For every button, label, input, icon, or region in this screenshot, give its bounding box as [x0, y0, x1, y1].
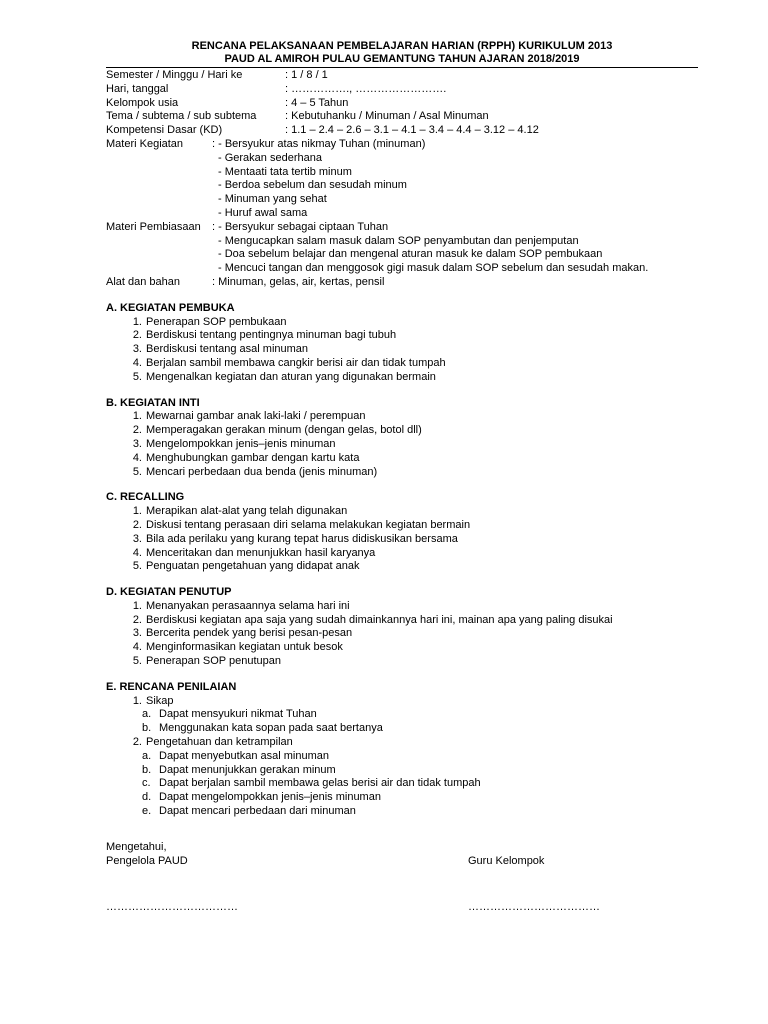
section-e-list: [106, 695, 698, 709]
section-e-sikap-list: [106, 708, 698, 736]
list-item: 1. Mewarnai gambar anak laki-laki / perempuan: [132, 410, 366, 423]
info-row: Kelompok usia : 4 – 5 Tahun: [106, 96, 349, 109]
section-d-title: D. KEGIATAN PENUTUP: [106, 586, 232, 599]
list-item: 1. Menanyakan perasaannya selama hari ini: [132, 599, 350, 612]
alat-bahan: Alat dan bahan : Minuman, gelas, air, kertas, pensil: [106, 275, 385, 288]
list-item: c. Dapat berjalan sambil membawa gelas berisi air dan tidak tumpah: [142, 777, 481, 790]
materi-pembiasaan: Materi Pembiasaan : - Bersyukur sebagai ciptaan Tuhan - Mengucapkan salam masuk dalam SOP penyambutan dan penjemputan - Doa sebelum belajar dan mengenal aturan masuk ke dalam SOP pembukaan - Mencuci tangan dan menggosok gigi masuk dalam SOP sebelum dan sesudah makan.: [106, 221, 698, 276]
list-item: b. Dapat menunjukkan gerakan minum: [142, 763, 336, 776]
list-item: 5. Mengenalkan kegiatan dan aturan yang digunakan bermain: [132, 370, 436, 383]
list-item: 2. Pengetahuan dan ketrampilan: [132, 736, 293, 749]
list-item: 2. Berdiskusi kegiatan apa saja yang sudah dimainkannya hari ini, mainan apa yang paling disukai: [132, 613, 613, 626]
list-item: 3. Bila ada perilaku yang kurang tepat harus didiskusikan bersama: [132, 532, 458, 545]
info-row: Kompetensi Dasar (KD) : 1.1 – 2.4 – 2.6 – 3.1 – 4.1 – 3.4 – 4.4 – 3.12 – 4.12: [106, 124, 539, 137]
section-c-list: [106, 505, 698, 574]
list-item: 5. Mencari perbedaan dua benda (jenis minuman): [132, 465, 378, 478]
signature-left: Mengetahui, Pengelola PAUD: [106, 840, 188, 867]
list-item: 1. Penerapan SOP pembukaan: [132, 315, 287, 328]
list-item: e. Dapat mencari perbedaan dari minuman: [142, 805, 356, 818]
list-item: - Gerakan sederhana: [218, 151, 322, 164]
list-item: 1. Merapikan alat-alat yang telah digunakan: [132, 505, 348, 518]
document-title-line2: PAUD AL AMIROH PULAU GEMANTUNG TAHUN AJARAN 2018/2019: [224, 53, 580, 65]
section-b-title: B. KEGIATAN INTI: [106, 396, 200, 409]
list-item: - Doa sebelum belajar dan mengenal aturan masuk ke dalam SOP pembukaan: [218, 248, 603, 261]
section-b-list: [106, 410, 698, 479]
document-title-line1: RENCANA PELAKSANAAN PEMBELAJARAN HARIAN (RPPH) KURIKULUM 2013: [191, 40, 613, 52]
list-item: 4. Menceritakan dan menunjukkan hasil karyanya: [132, 546, 376, 559]
list-item: 5. Penguatan pengetahuan yang didapat anak: [132, 560, 360, 573]
list-item: 2. Memperagakan gerakan minum (dengan gelas, botol dll): [132, 424, 422, 437]
section-a-title: A. KEGIATAN PEMBUKA: [106, 301, 235, 314]
list-item: b. Menggunakan kata sopan pada saat bertanya: [142, 722, 383, 735]
signature-right-label: Guru Kelompok: [468, 854, 545, 867]
list-item: - Mencuci tangan dan menggosok gigi masuk dalam SOP sebelum dan sesudah makan.: [218, 262, 649, 275]
list-item: - Huruf awal sama: [218, 206, 308, 219]
list-item: 3. Bercerita pendek yang berisi pesan-pesan: [132, 627, 353, 640]
list-item: 4. Menghubungkan gambar dengan kartu kata: [132, 451, 360, 464]
list-item: 2. Berdiskusi tentang pentingnya minuman bagi tubuh: [132, 329, 397, 342]
info-row: Tema / subtema / sub subtema : Kebutuhanku / Minuman / Asal Minuman: [106, 110, 489, 123]
signature-line-left: ………………………………: [106, 900, 238, 913]
list-item: 2. Diskusi tentang perasaan diri selama melakukan kegiatan bermain: [132, 518, 471, 531]
section-e-pengetahuan-list: [106, 750, 698, 819]
info-row: Semester / Minggu / Hari ke : 1 / 8 / 1: [106, 69, 328, 81]
materi-kegiatan: Materi Kegiatan : - Bersyukur atas nikmay Tuhan (minuman) - Gerakan sederhana - Mentaati tata tertib minum - Berdoa sebelum dan sesudah minum - Minuman yang sehat - Huruf awal sama: [106, 138, 698, 221]
list-item: a. Dapat mensyukuri nikmat Tuhan: [142, 708, 317, 721]
section-d-list: [106, 600, 698, 669]
rpph-document: [106, 40, 698, 921]
section-c-title: C. RECALLING: [106, 491, 185, 504]
list-item: 3. Berdiskusi tentang asal minuman: [132, 343, 309, 356]
list-item: - Mentaati tata tertib minum: [218, 165, 352, 178]
list-item: 3. Mengelompokkan jenis–jenis minuman: [132, 437, 336, 450]
list-item: a. Dapat menyebutkan asal minuman: [142, 749, 329, 762]
list-item: 4. Menginformasikan kegiatan untuk besok: [132, 641, 343, 654]
section-a-list: [106, 316, 698, 385]
list-item: - Minuman yang sehat: [218, 193, 327, 206]
list-item: 4. Berjalan sambil membawa cangkir berisi air dan tidak tumpah: [132, 356, 446, 369]
list-item: 5. Penerapan SOP penutupan: [132, 655, 281, 668]
section-e-title: E. RENCANA PENILAIAN: [106, 680, 237, 693]
info-block: [106, 69, 698, 138]
list-item: - Mengucapkan salam masuk dalam SOP penyambutan dan penjemputan: [218, 234, 579, 247]
list-item: 1. Sikap: [132, 694, 174, 707]
section-e-list-2: [106, 736, 698, 750]
signature-line-right: ………………………………: [468, 900, 600, 913]
title-divider: [106, 67, 698, 68]
list-item: d. Dapat mengelompokkan jenis–jenis minuman: [142, 791, 381, 804]
list-item: - Berdoa sebelum dan sesudah minum: [218, 179, 407, 192]
signature-block: [106, 841, 698, 921]
info-row: Hari, tanggal : ……………., …………………….: [106, 82, 447, 95]
